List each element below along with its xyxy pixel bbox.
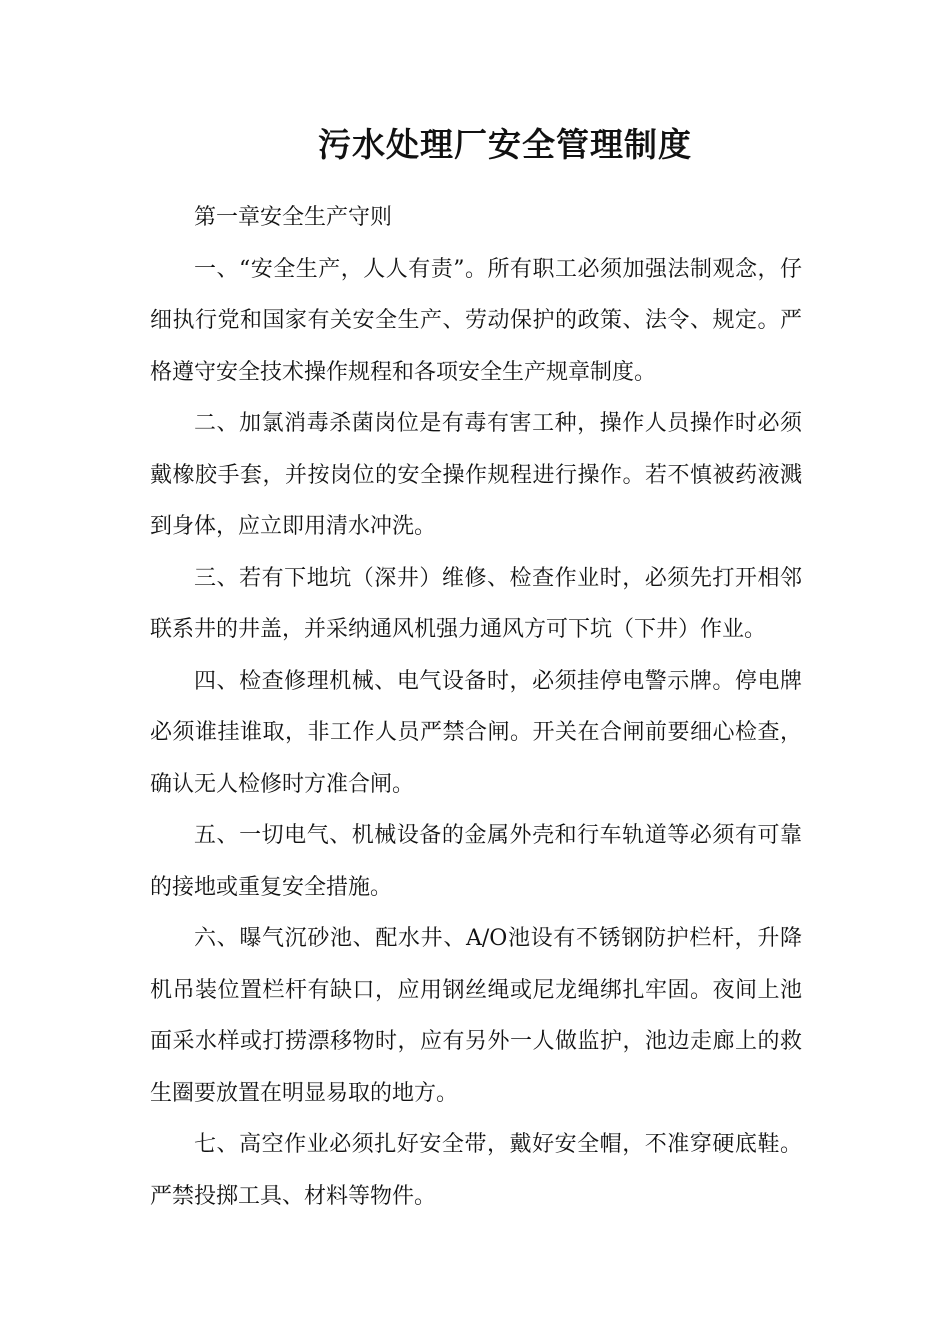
paragraph-7: 七、高空作业必须扎好安全带，戴好安全帽，不准穿硬底鞋。严禁投掷工具、材料等物件。	[150, 1132, 802, 1209]
paragraph-6: 六、曝气沉砂池、配水井、A/O池设有不锈钢防护栏杆，升降机吊装位置栏杆有缺口，应用钢丝绳或尼龙绳绑扎牢固。夜间上池面采水样或打捞漂移物时，应有另外一人做监护，池边走廊上的救生圈要放置在明显易取的地方。	[150, 926, 802, 1106]
paragraph-2: 二、加氯消毒杀菌岗位是有毒有害工种，操作人员操作时必须戴橡胶手套，并按岗位的安全操作规程进行操作。若不慎被药液溅到身体，应立即用清水冲洗。	[150, 411, 802, 539]
paragraph-1: 一、“安全生产，人人有责”。所有职工必须加强法制观念，仔细执行党和国家有关安全生产、劳动保护的政策、法令、规定。严格遵守安全技术操作规程和各项安全生产规章制度。	[150, 256, 802, 385]
paragraph-5: 五、一切电气、机械设备的金属外壳和行车轨道等必须有可靠的接地或重复安全措施。	[150, 823, 802, 900]
paragraph-4: 四、检查修理机械、电气设备时，必须挂停电警示牌。停电牌必须谁挂谁取，非工作人员严禁合闸。开关在合闸前要细心检查，确认无人检修时方准合闸。	[150, 668, 802, 797]
chapter-heading: 第一章安全生产守则	[194, 205, 393, 230]
paragraph-3: 三、若有下地坑（深井）维修、检查作业时，必须先打开相邻联系井的井盖，并采纳通风机强力通风方可下坑（下井）作业。	[150, 565, 802, 642]
document-title: 污水处理厂安全管理制度	[318, 125, 692, 164]
document-body	[150, 192, 802, 1222]
